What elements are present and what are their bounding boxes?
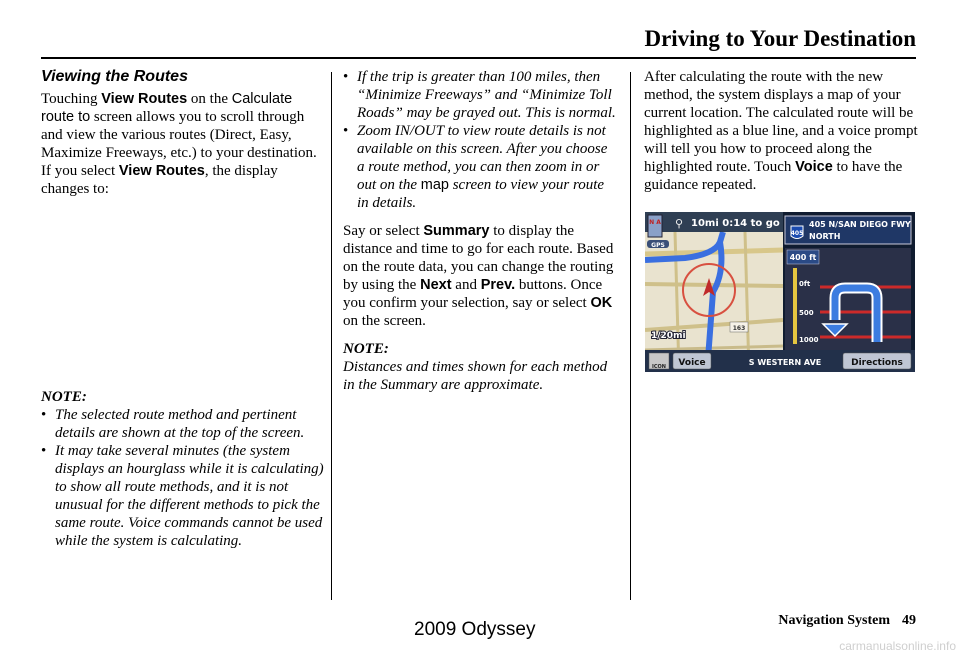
text: buttons. Once you confirm your selection, say or select (343, 277, 603, 311)
text: , the display changes to: (41, 163, 278, 197)
text: to have the guidance repeated. (644, 159, 903, 193)
navigation-map-screenshot (645, 212, 915, 372)
view-routes-term: View Routes (101, 91, 188, 107)
view-routes-term: View Routes (118, 163, 205, 179)
text: Say or select (343, 223, 424, 239)
freeway-direction: NORTH (809, 232, 841, 241)
text: and (451, 277, 481, 293)
text: on the (187, 91, 232, 107)
column-divider (331, 72, 332, 600)
note-item: • It may take several minutes (the system displays an hourglass while it is calculating) to show all route methods, and it is not unusual for the different methods to pick the same route. Voice commands cannot be used while the system is calculating. (41, 442, 326, 550)
map-graphic (645, 212, 915, 372)
column-right (644, 68, 919, 204)
distance-label: 400 ft (789, 253, 817, 262)
scale-0: 0ft (799, 280, 811, 288)
map-term: map (420, 177, 449, 193)
note-list (41, 406, 326, 550)
calculate-route-term: Calculate route to (41, 91, 293, 125)
freeway-name: 405 N/SAN DIEGO FWY (809, 220, 911, 229)
header-rule (41, 57, 916, 59)
text: to display the distance and time to go for each route. Based on the route data, you can change the routing by using the (343, 223, 614, 293)
map-scale: 1/20mi (651, 331, 686, 341)
voice-button-label: Voice (678, 358, 706, 368)
scale-500: 500 (799, 309, 814, 317)
text: After calculating the route with the new method, the system displays a map of your current location. The calculated route will be highlighted as a blue line, and a voice prompt will tell you how to proceed along the highlighted route. Touch (644, 69, 918, 175)
page-number: 49 (902, 613, 916, 628)
directions-button-label: Directions (851, 358, 903, 368)
text: screen to view your route in details. (357, 177, 605, 211)
compass-label: N A (649, 219, 661, 226)
text: screen allows you to scroll through and view the various routes (Direct, Easy, Maximize Freeways, etc.) to your destination. If you select (41, 109, 317, 179)
road-marker-label: 163 (732, 325, 746, 332)
text: Touching (41, 91, 102, 107)
ok-term: OK (590, 295, 613, 311)
note-item: • The selected route method and pertinent details are shown at the top of the screen. (41, 406, 326, 442)
guidance-paragraph (644, 68, 919, 194)
page-title: Driving to Your Destination (644, 26, 916, 51)
note-text: Distances and times shown for each method in the Summary are approximate. (343, 359, 608, 393)
voice-term: Voice (795, 159, 833, 175)
time-to-go: 10mi 0:14 to go (691, 218, 780, 229)
section-heading: Viewing the Routes (41, 68, 188, 85)
footer-model: 2009 Odyssey (414, 619, 536, 640)
column-divider (630, 72, 631, 600)
text: on the screen. (343, 313, 426, 329)
bullet-list (343, 68, 618, 212)
column-left (41, 68, 326, 550)
summary-term: Summary (423, 223, 490, 239)
footer-section-label: Navigation System (778, 613, 890, 628)
distance-scale (793, 268, 797, 344)
note-label: NOTE: (41, 389, 87, 405)
prev-term: Prev. (480, 277, 516, 293)
summary-paragraph (343, 222, 618, 330)
icon-button-label: ICON (652, 364, 666, 370)
note-label: NOTE: (343, 341, 389, 357)
watermark: carmanualsonline.info (839, 639, 956, 653)
bullet-item: • If the trip is greater than 100 miles, then “Minimize Freeways” and “Minimize Toll Roads” may be grayed out. This is normal. (343, 68, 618, 122)
shield-number: 405 (790, 230, 804, 237)
column-middle (343, 68, 618, 394)
footer-nav (778, 613, 916, 629)
street-name: S WESTERN AVE (748, 358, 822, 367)
scale-1000: 1000 (799, 336, 819, 344)
bullet-item (343, 122, 618, 212)
next-term: Next (420, 277, 452, 293)
intro-paragraph (41, 90, 326, 198)
pin-icon: ⚲ (675, 217, 684, 230)
text: Zoom IN/OUT to view route details is not available on this screen. After you choose a route method, you can then zoom in or out on the (357, 123, 608, 193)
gps-label: GPS (651, 242, 665, 249)
